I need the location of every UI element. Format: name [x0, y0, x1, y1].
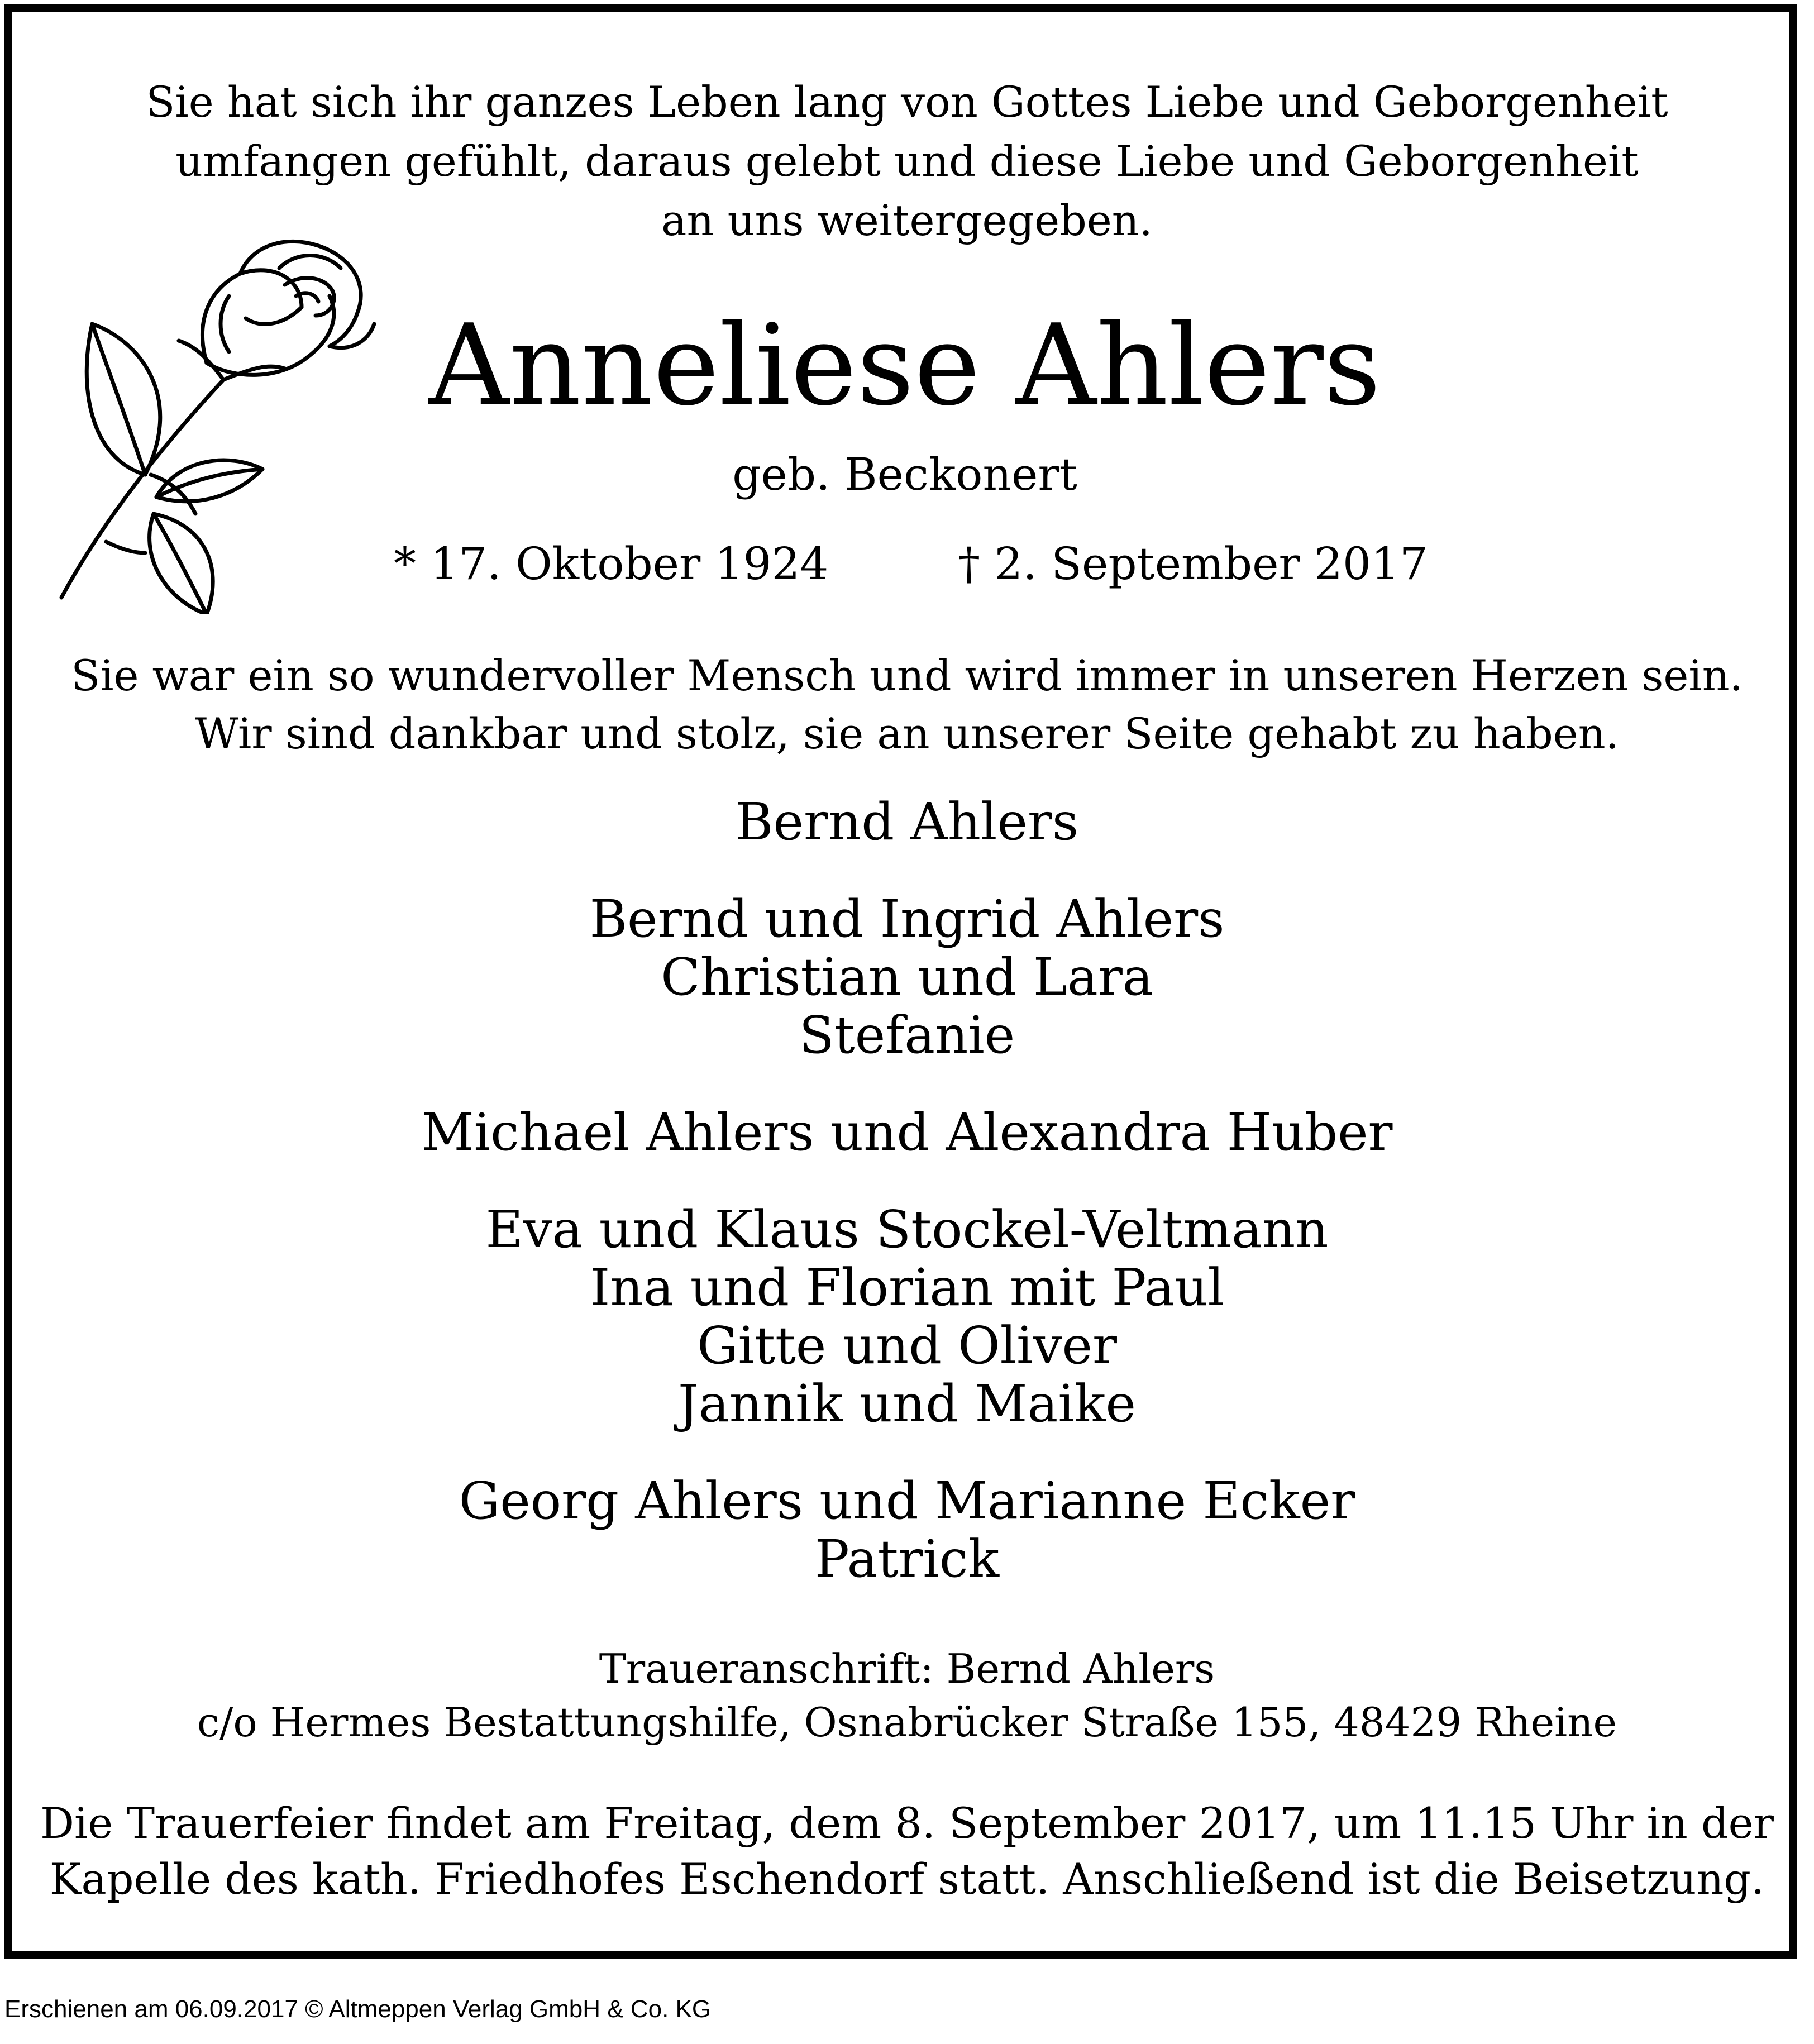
mourner-name: Stefanie — [799, 1005, 1015, 1065]
mourner-name: Bernd und Ingrid Ahlers — [589, 889, 1225, 949]
tribute-line: Sie war ein so wundervoller Mensch und wird immer in unseren Herzen sein. — [71, 651, 1743, 700]
mourner-group — [0, 890, 1814, 1064]
mourner-name: Christian und Lara — [661, 947, 1153, 1007]
mourner-name: Jannik und Maike — [678, 1374, 1136, 1434]
maiden-name: geb. Beckonert — [732, 448, 1077, 500]
tribute-text — [0, 647, 1814, 763]
service-line: Kapelle des kath. Friedhofes Eschendorf statt. Anschließend ist die Beisetzung. — [49, 1854, 1765, 1904]
mourner-name: Patrick — [814, 1529, 1000, 1589]
address-line: c/o Hermes Bestattungshilfe, Osnabrücker Straße 155, 48429 Rheine — [197, 1699, 1617, 1746]
address-line: Traueranschrift: Bernd Ahlers — [599, 1645, 1215, 1692]
mourner-name: Ina und Florian mit Paul — [590, 1258, 1224, 1317]
mourner-group — [0, 793, 1814, 851]
motto-verse — [0, 73, 1814, 250]
mourner-group — [0, 1201, 1814, 1433]
funeral-service-info — [0, 1795, 1814, 1907]
mourner-name: Eva und Klaus Stockel-Veltmann — [485, 1200, 1329, 1259]
publication-footer: Erschienen am 06.09.2017 © Altmeppen Verlag GmbH & Co. KG — [4, 1995, 712, 2023]
deceased-name: Anneliese Ahlers — [428, 300, 1381, 431]
mourner-name: Gitte und Oliver — [697, 1316, 1117, 1376]
service-line: Die Trauerfeier findet am Freitag, dem 8. September 2017, um 11.15 Uhr in der — [40, 1798, 1774, 1848]
mourner-name: Georg Ahlers und Marianne Ecker — [459, 1471, 1355, 1531]
death-date: † 2. September 2017 — [958, 538, 1428, 590]
mourner-name: Michael Ahlers und Alexandra Huber — [421, 1102, 1393, 1162]
mourner-group — [0, 1104, 1814, 1162]
mourner-name: Bernd Ahlers — [735, 792, 1079, 852]
tribute-line: Wir sind dankbar und stolz, sie an unserer Seite gehabt zu haben. — [195, 709, 1619, 758]
motto-line: an uns weitergegeben. — [661, 195, 1153, 245]
mourning-address — [0, 1642, 1814, 1749]
mourner-group — [0, 1472, 1814, 1588]
mourners-list — [0, 793, 1814, 1627]
motto-line: umfangen gefühlt, daraus gelebt und diese Liebe und Geborgenheit — [175, 136, 1639, 186]
motto-line: Sie hat sich ihr ganzes Leben lang von Gottes Liebe und Geborgenheit — [146, 77, 1668, 127]
birth-date: * 17. Oktober 1924 — [394, 538, 829, 590]
